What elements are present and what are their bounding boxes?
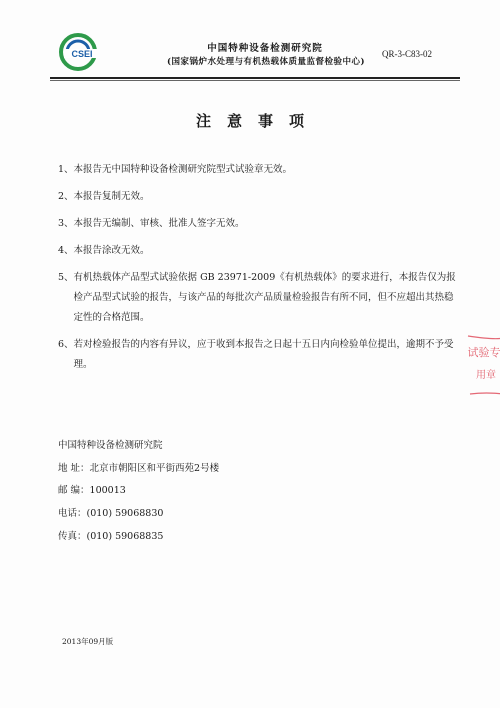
header-divider-thin (50, 80, 460, 81)
phone-value: (010) 59068830 (86, 508, 164, 520)
address-value: 北京市朝阳区和平街西苑2号楼 (89, 462, 220, 474)
postcode-label: 邮 编： (58, 485, 90, 497)
organization-subtitle: (国家锅炉水处理与有机热载体质量监督检验中心) (166, 57, 366, 67)
notice-number: 6、 (58, 339, 74, 350)
notice-text: 本报告涂改无效。 (73, 245, 150, 256)
notice-number: 3、 (58, 218, 74, 229)
notice-item (58, 214, 458, 234)
notice-item (58, 268, 458, 328)
address-line (58, 460, 219, 483)
notice-item (58, 187, 458, 207)
notice-number: 2、 (58, 191, 74, 202)
svg-text:试验专: 试验专 (467, 346, 500, 359)
notice-number: 1、 (58, 164, 74, 175)
address-label: 地 址： (58, 462, 90, 474)
phone-line (58, 505, 219, 528)
fax-value: (010) 59068835 (86, 530, 164, 542)
notice-text: 有机热载体产品型式试验依据 GB 23971-2009《有机热载体》的要求进行，本报告仅为报检产品型式试验的报告，与该产品的每批次产品质量检验报告有所不同，但不应超出其热稳定性的合格范围。 (73, 272, 456, 323)
contact-block (58, 437, 219, 550)
contact-organization: 中国特种设备检测研究院 (58, 440, 163, 451)
phone-label: 电话： (58, 508, 87, 520)
csei-logo (58, 32, 104, 72)
notice-item (58, 241, 458, 261)
svg-text:用章: 用章 (476, 370, 496, 381)
postcode-value: 100013 (89, 485, 126, 497)
red-stamp-fragment (464, 334, 500, 396)
notice-item (58, 160, 458, 180)
edition-note: 2013年09月版 (62, 637, 114, 646)
header-divider (50, 77, 460, 79)
notice-item (58, 335, 458, 375)
document-code: QR-3-C83-02 (382, 49, 432, 59)
notice-text: 若对检验报告的内容有异议，应于收到本报告之日起十五日内向检验单位提出，逾期不予受理。 (73, 339, 454, 370)
postcode-line (58, 482, 219, 505)
fax-label: 传真： (58, 530, 87, 542)
page-title: 注意事项 (195, 112, 320, 130)
fax-line (58, 528, 219, 551)
logo-text: CSEI (71, 49, 93, 59)
notice-text: 本报告无编制、审核、批准人签字无效。 (73, 218, 245, 229)
notice-number: 4、 (58, 245, 74, 256)
notice-text: 本报告复制无效。 (73, 191, 150, 202)
organization-title: 中国特种设备检测研究院 (207, 43, 323, 54)
notice-list (58, 160, 458, 382)
notice-text: 本报告无中国特种设备检测研究院型式试验章无效。 (73, 164, 293, 175)
notice-number: 5、 (58, 272, 74, 283)
